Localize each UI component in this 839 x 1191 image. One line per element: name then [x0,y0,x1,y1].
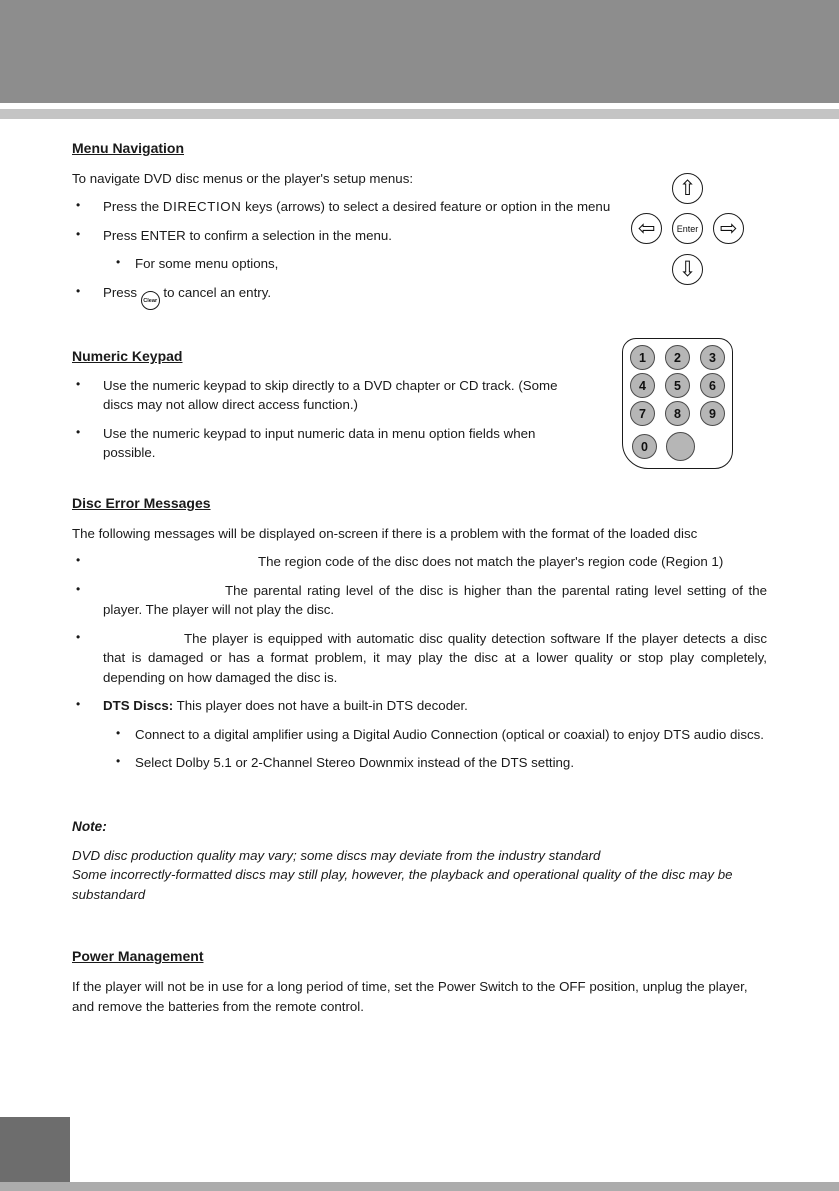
dts-label: DTS Discs: [103,698,174,714]
list-item [72,696,767,716]
disc-errors-intro: The following messages will be displayed on-screen if there is a problem with the format of the loaded disc [72,525,698,541]
error-message-placeholder [103,642,184,643]
bullet-text: The player is equipped with automatic disc quality detection software If the player detects a disc that is damaged or has a format problem, it may play the disc at a lower quality or stop play completely, depending on how damaged the disc is. [103,630,767,685]
power-management-body: If the player will not be in use for a long period of time, set the Power Switch to the OFF position, unplug the player, and remove the batteries from the remote control. [72,979,748,1014]
keypad-button-9: 9 [700,401,725,426]
bullet-text: For some menu options, [135,256,279,272]
bullet-text: The region code of the disc does not match the player's region code (Region 1) [258,554,724,570]
keypad-button-6: 6 [700,373,725,398]
bullet-text: Press Clear to cancel an entry. [103,285,271,300]
left-arrow-key [631,213,662,244]
error-message-placeholder [103,594,225,595]
header-band [0,0,839,103]
bullet-text: Use the numeric keypad to skip directly to a DVD chapter or CD track. (Some discs may not allow direct access function.) [103,377,558,413]
disc-errors-list [72,552,767,773]
menu-navigation-list [72,197,612,310]
section-note [72,817,767,905]
bullet-text: This player does not have a built-in DTS decoder. [173,698,468,714]
note-line: DVD disc production quality may vary; some discs may deviate from the industry standard [72,847,601,863]
keypad-button-8: 8 [665,401,690,426]
bullet-text: Connect to a digital amplifier using a Digital Audio Connection (optical or coaxial) to enjoy DTS audio discs. [135,726,764,742]
menu-navigation-intro: To navigate DVD disc menus or the player's setup menus: [72,170,414,186]
direction-keyword: DIRECTION [162,199,242,215]
bullet-text: Select Dolby 5.1 or 2-Channel Stereo Downmix instead of the DTS setting. [135,755,575,771]
list-item [72,254,612,274]
right-arrow-key [713,213,744,244]
section-title-numeric-keypad: Numeric Keypad [72,348,183,365]
keypad-button-1: 1 [630,345,655,370]
list-item [72,552,767,572]
down-arrow-icon: ⇩ [678,257,697,281]
numeric-keypad-list [72,376,572,463]
bullet-text: Use the numeric keypad to input numeric data in menu option fields when possible. [103,425,536,461]
list-item [72,725,767,745]
section-title-menu-navigation: Menu Navigation [72,140,185,156]
right-arrow-icon: ⇨ [719,216,738,240]
bullet-text: Press ENTER to confirm a selection in the menu. [103,227,392,243]
footer-strip [0,1182,839,1191]
list-item [72,753,767,773]
section-power-management [72,946,767,1016]
direction-pad-illustration [629,173,749,286]
keypad-button-5: 5 [665,373,690,398]
keypad-button-blank [666,432,695,461]
list-item [72,283,612,311]
note-body [72,846,767,905]
header-strip [0,109,839,119]
list-item [72,376,572,415]
clear-button-icon: Clear [141,291,160,310]
list-item [72,226,612,246]
keypad-button-3: 3 [700,345,725,370]
footer-square [0,1117,70,1183]
list-item [72,629,767,688]
list-item [72,424,572,463]
keypad-button-7: 7 [630,401,655,426]
left-arrow-icon: ⇦ [637,216,656,240]
down-arrow-key [672,254,703,285]
up-arrow-icon: ⇧ [678,176,697,200]
bullet-text: Press the DIRECTION keys (arrows) to select a desired feature or option in the menu [103,199,611,215]
section-title-disc-errors: Disc Error Messages [72,495,211,512]
up-arrow-key [672,173,703,204]
note-title: Note: [72,818,107,834]
enter-key [672,213,703,244]
section-title-power-management: Power Management [72,948,204,965]
list-item [72,581,767,620]
enter-key-label: Enter [676,223,699,234]
bullet-text: The parental rating level of the disc is higher than the parental rating level setting of the player. The player will not play the disc. [103,582,767,618]
keypad-button-4: 4 [630,373,655,398]
section-disc-errors [72,493,767,773]
keypad-button-0: 0 [632,434,657,459]
list-item [72,197,612,217]
keypad-button-2: 2 [665,345,690,370]
note-line: Some incorrectly-formatted discs may still play, however, the playback and operational quality of the disc may be substandard [72,867,733,902]
error-message-placeholder [103,565,258,566]
numeric-keypad-illustration [622,338,733,469]
